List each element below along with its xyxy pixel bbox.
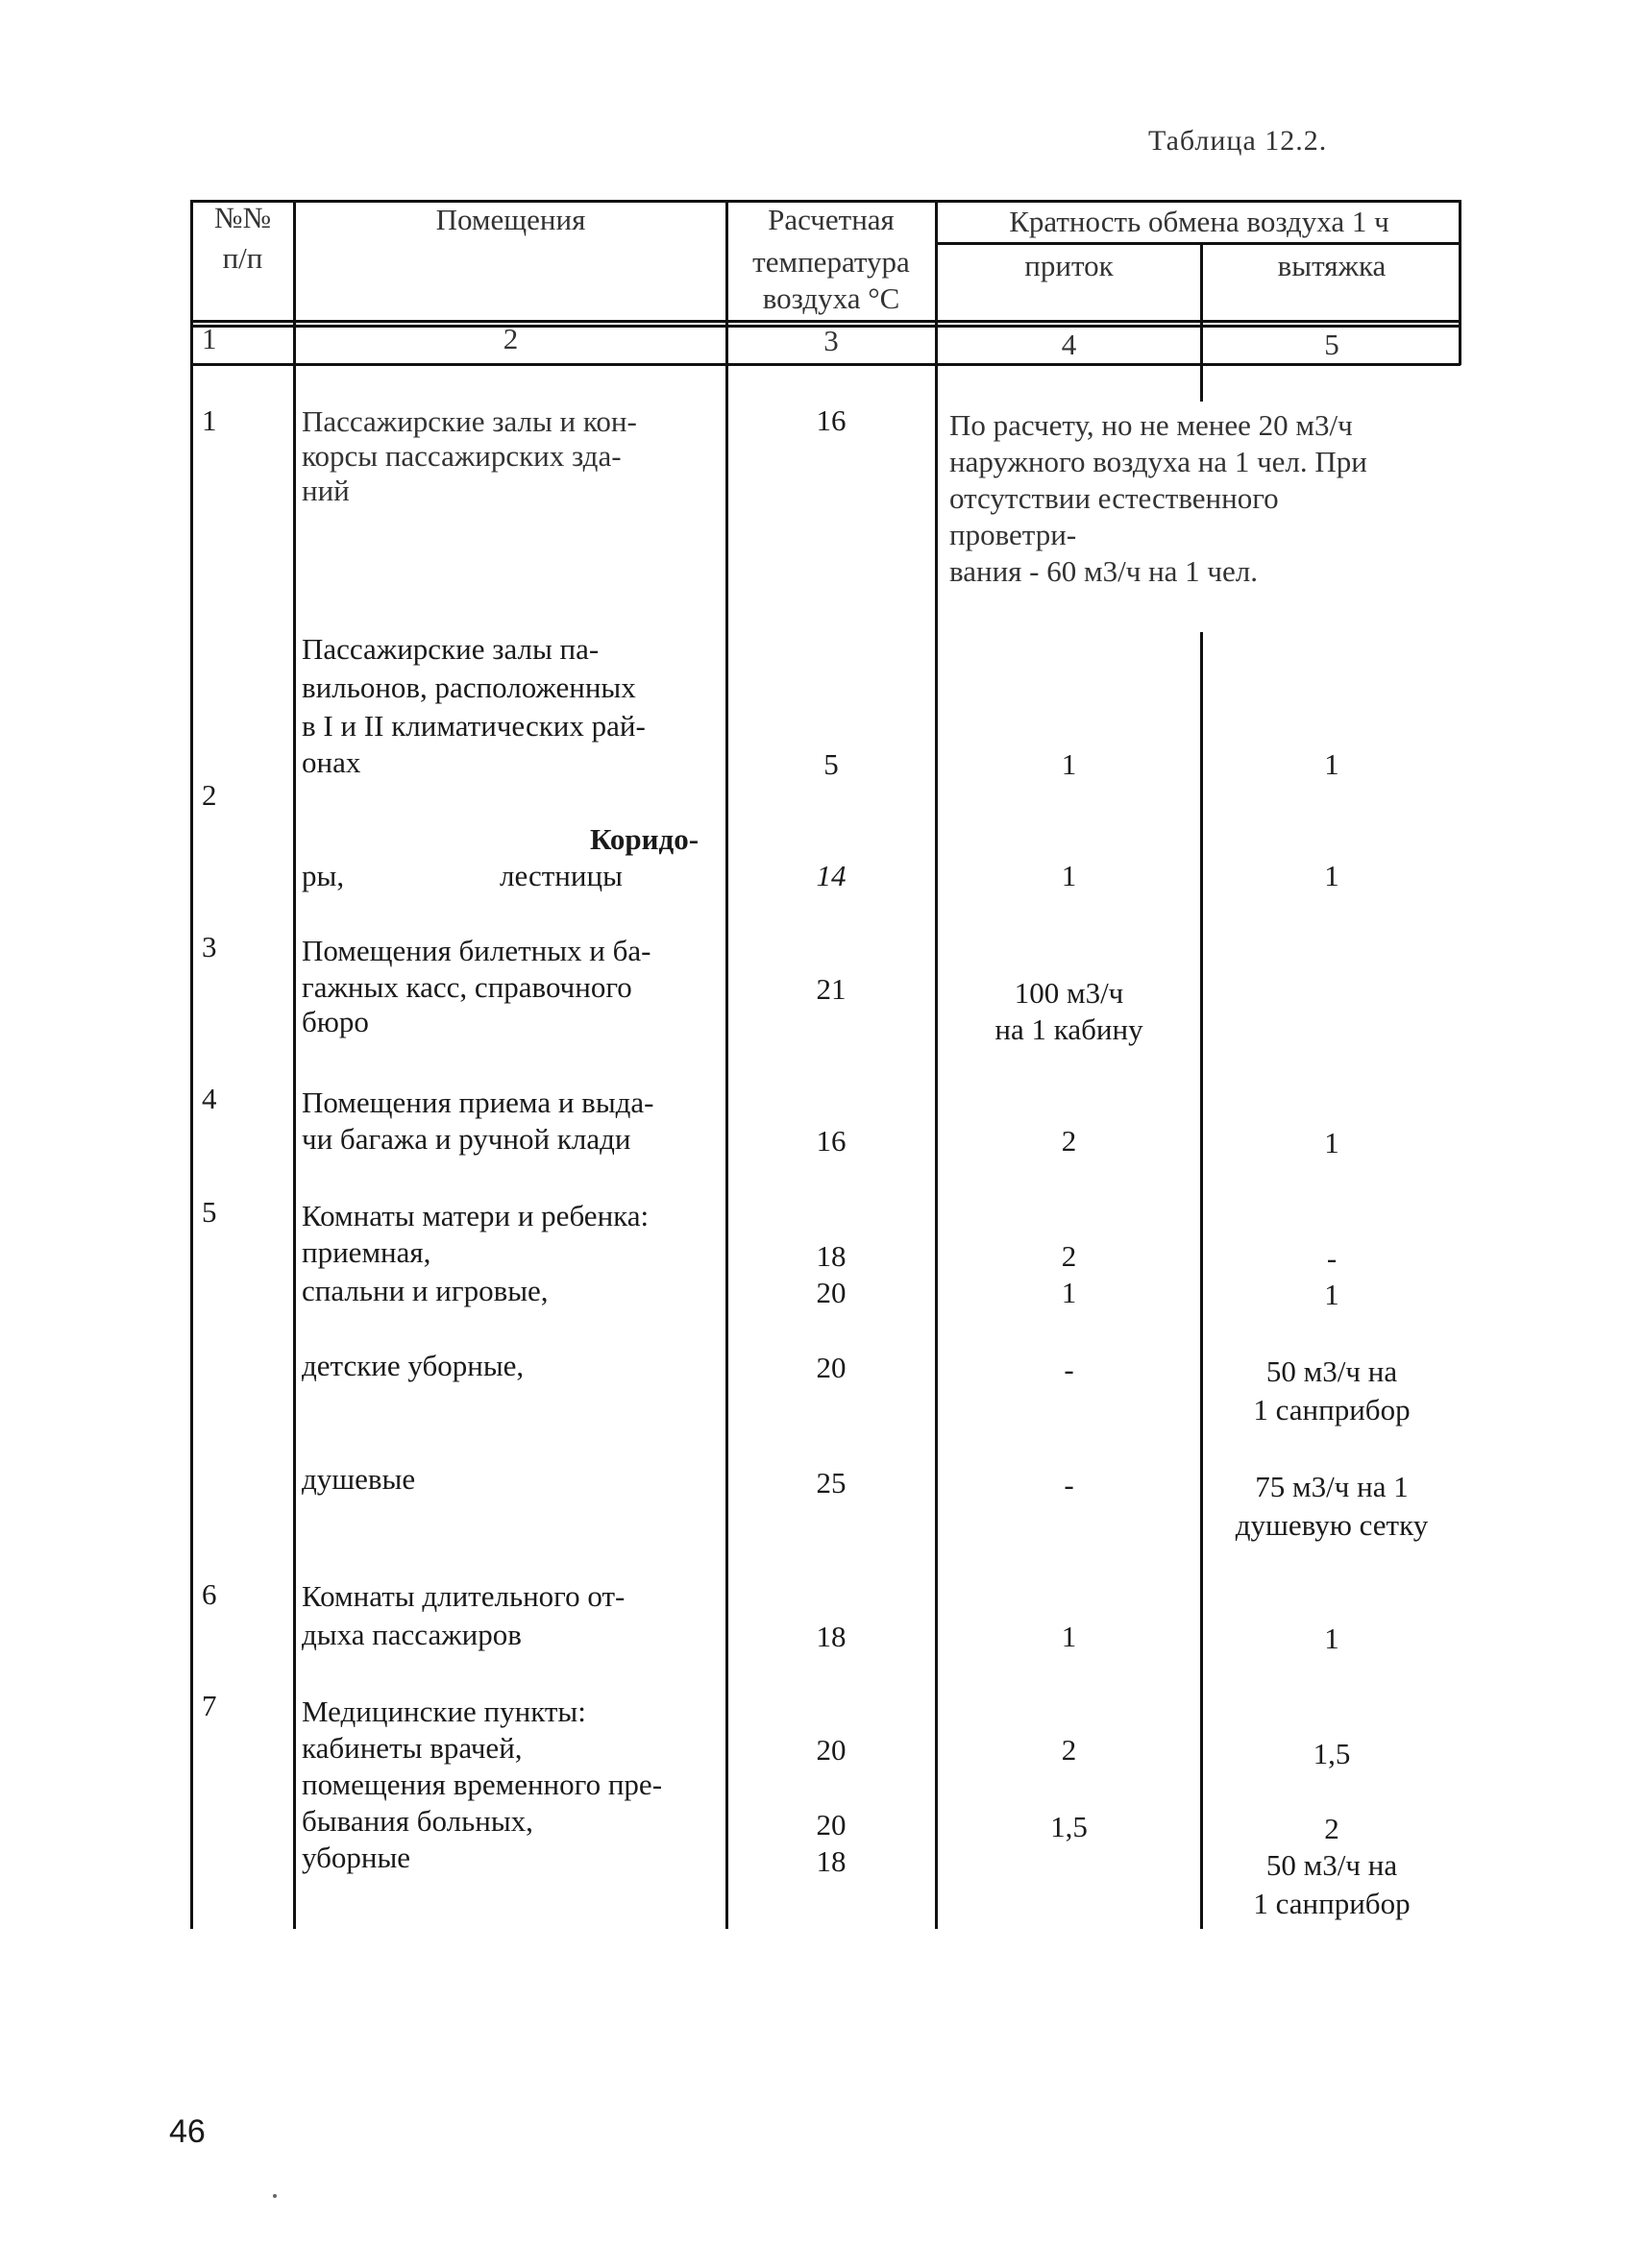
colnum-5: 5 (1324, 328, 1339, 361)
row1-num: 1 (202, 403, 217, 437)
header-col4: приток (1024, 249, 1114, 282)
header-col3-line1: Расчетная (768, 203, 895, 236)
row2b-exhaust: 1 (1324, 859, 1339, 892)
row1-temp: 16 (816, 403, 847, 437)
row7-sub2-temp: 20 (816, 1808, 847, 1841)
row2-num: 2 (202, 778, 217, 812)
colnum-4: 4 (1061, 328, 1077, 361)
row7-sub2-name-line2: бывания больных, (302, 1804, 533, 1838)
scan-speck (273, 2194, 277, 2198)
col-border-1-2 (293, 200, 296, 1929)
header-col3-line3: воздуха °С (762, 281, 900, 315)
row5-sub3-supply: - (1064, 1353, 1074, 1386)
row2a-name-line2: вильонов, расположенных (302, 671, 636, 704)
row7-name: Медицинские пункты: (302, 1695, 586, 1728)
row5-sub4-supply: - (1064, 1468, 1074, 1501)
row3-name-line1: Помещения билетных и ба- (302, 934, 651, 967)
row3-name-line2: гажных касс, справочного (302, 970, 632, 1004)
row2b-temp: 14 (816, 859, 847, 892)
row1-name-line1: Пассажирские залы и кон- (302, 404, 637, 438)
row4-temp: 16 (816, 1124, 847, 1158)
row7-sub3-exhaust-line2: 1 санприбор (1253, 1887, 1411, 1920)
row6-num: 6 (202, 1577, 217, 1611)
table-caption: Таблица 12.2. (1148, 125, 1328, 157)
row3-num: 3 (202, 930, 217, 963)
row7-sub1-name: кабинеты врачей, (302, 1731, 523, 1765)
row7-sub1-supply: 2 (1061, 1733, 1077, 1767)
header-col3-line2: температура (752, 245, 910, 279)
row4-name-line2: чи багажа и ручной клади (302, 1122, 631, 1156)
colnum-1: 1 (202, 322, 217, 355)
row2b-name-left: ры, (302, 859, 345, 892)
row5-sub4-temp: 25 (816, 1466, 847, 1500)
row5-sub3-name: детские уборные, (302, 1349, 525, 1382)
row5-sub1-supply: 2 (1061, 1239, 1077, 1273)
row6-supply: 1 (1061, 1620, 1077, 1653)
row7-sub2-supply: 1,5 (1050, 1810, 1088, 1843)
row3-temp: 21 (816, 972, 847, 1006)
row5-sub2-name: спальни и игровые, (302, 1274, 549, 1307)
col-border-left (190, 200, 193, 1929)
row3-name-line3: бюро (302, 1005, 369, 1038)
row5-sub2-supply: 1 (1061, 1276, 1077, 1309)
col-border-2-3 (725, 200, 728, 1929)
row7-num: 7 (202, 1689, 217, 1722)
row2b-name-right: лестницы (500, 859, 623, 892)
row5-sub4-name: душевые (302, 1462, 416, 1496)
row2a-name-line4: онах (302, 745, 361, 779)
row7-sub3-name: уборные (302, 1841, 411, 1874)
header-col2: Помещения (435, 203, 586, 236)
row1-note-line2: наружного воздуха на 1 чел. При (949, 445, 1367, 478)
row6-name-line2: дыха пассажиров (302, 1618, 522, 1651)
row3-supply-line1: 100 м3/ч (1014, 976, 1124, 1010)
header-group: Кратность обмена воздуха 1 ч (1009, 205, 1389, 238)
header-col1-line2: п/п (222, 241, 263, 275)
row1-note-line5: вания - 60 м3/ч на 1 чел. (949, 554, 1258, 588)
row4-name-line1: Помещения приема и выда- (302, 1085, 654, 1119)
row1-note-line3: отсутствии естественного (949, 481, 1279, 515)
row7-sub2-exhaust: 2 (1324, 1812, 1339, 1845)
row7-sub2-name-line1: помещения временного пре- (302, 1768, 663, 1801)
row5-sub3-temp: 20 (816, 1351, 847, 1384)
row4-supply: 2 (1061, 1124, 1077, 1158)
row1-name-line2: корсы пассажирских зда- (302, 439, 622, 473)
row5-sub3-exhaust-line2: 1 санприбор (1253, 1393, 1411, 1427)
row1-note-line4: проветри- (949, 518, 1077, 551)
row2b-supply: 1 (1061, 859, 1077, 892)
row7-sub1-exhaust: 1,5 (1313, 1737, 1351, 1770)
row6-exhaust: 1 (1324, 1622, 1339, 1655)
row5-name: Комнаты матери и ребенка: (302, 1199, 650, 1232)
row7-sub1-temp: 20 (816, 1733, 847, 1767)
row5-sub3-exhaust-line1: 50 м3/ч на (1265, 1354, 1398, 1388)
row2a-exhaust: 1 (1324, 747, 1339, 781)
row5-sub1-temp: 18 (816, 1239, 847, 1273)
row5-sub2-exhaust: 1 (1324, 1278, 1339, 1311)
header-col1-line1: №№ (213, 201, 272, 234)
row1-note-line1: По расчету, но не менее 20 м3/ч (949, 408, 1353, 442)
row2b-name-top: Коридо- (590, 822, 700, 856)
header-col5: вытяжка (1277, 249, 1387, 282)
page-number: 46 (169, 2113, 206, 2150)
row5-sub4-exhaust-line2: душевую сетку (1235, 1508, 1429, 1542)
row1-name-line3: ний (302, 474, 350, 507)
col-border-3-4 (935, 200, 938, 1929)
row5-sub2-temp: 20 (816, 1276, 847, 1309)
row5-sub1-name: приемная, (302, 1235, 431, 1269)
row4-exhaust: 1 (1324, 1126, 1339, 1159)
row6-name-line1: Комнаты длительного от- (302, 1579, 626, 1613)
row2a-name-line1: Пассажирские залы па- (302, 632, 600, 666)
row5-num: 5 (202, 1195, 217, 1229)
row7-sub3-exhaust-line1: 50 м3/ч на (1265, 1848, 1398, 1882)
row6-temp: 18 (816, 1620, 847, 1653)
row5-sub1-exhaust: - (1326, 1241, 1338, 1275)
numbering-row-bottom (190, 363, 1461, 366)
row5-sub4-exhaust-line1: 75 м3/ч на 1 (1255, 1470, 1409, 1503)
row3-supply-line2: на 1 кабину (994, 1012, 1143, 1046)
row2a-name-line3: в I и II климатических рай- (302, 709, 646, 743)
row2a-temp: 5 (823, 747, 839, 781)
colnum-3: 3 (823, 324, 839, 357)
row7-sub3-temp: 18 (816, 1844, 847, 1878)
colnum-2: 2 (503, 322, 519, 355)
row2a-supply: 1 (1061, 747, 1077, 781)
group-header-underline (937, 242, 1461, 245)
row4-num: 4 (202, 1082, 217, 1115)
